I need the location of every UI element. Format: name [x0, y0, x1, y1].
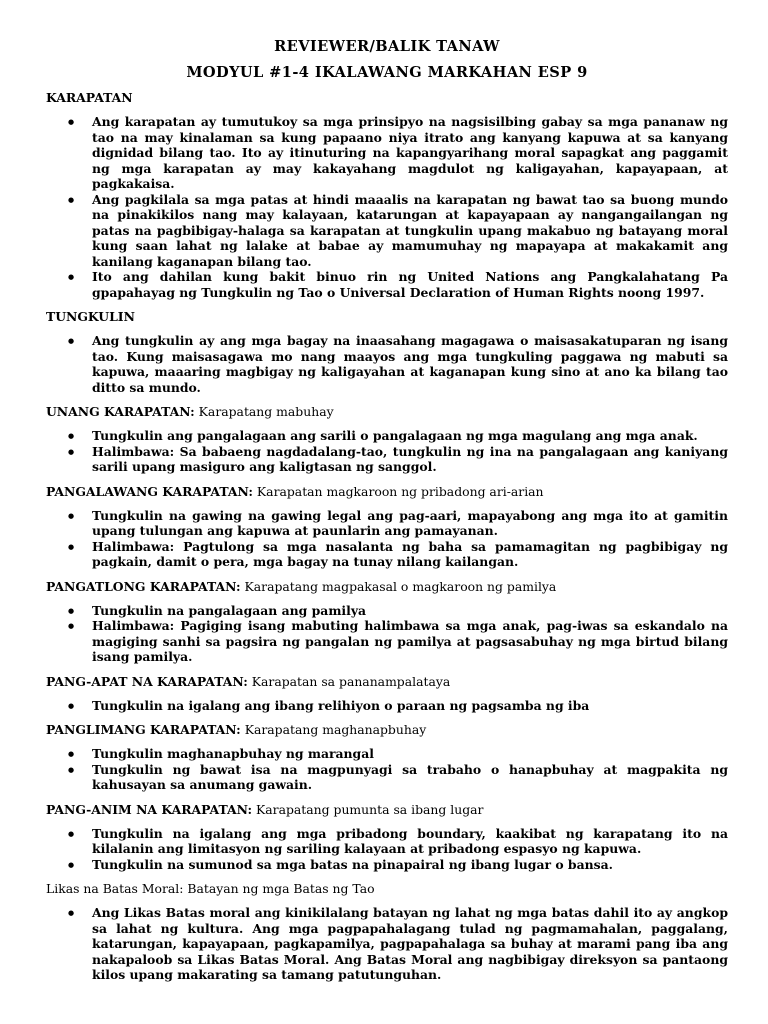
section-heading [46, 881, 728, 897]
bullet-item: ● Tungkulin maghanapbuhay ng marangal [46, 746, 728, 762]
bullet-item: ● Ang karapatan ay tumutukoy sa mga prinsipyo na nagsisilbing gabay sa mga pananaw ng tao na may kinalaman sa kung papaano niya itrato ang kanyang kapuwa at sa kanyang dignidad bilang tao. Ito ay itinuturing na kapangyarihang moral sapagkat ang paggamit ng mga karapatan ay may kakayahang magdulot ng kaligayahan, kapayapaan, at pagkakaisa. [46, 114, 728, 192]
section-heading-label: PANG-APAT NA KARAPATAN: [46, 673, 248, 689]
document-subtitle: MODYUL #1-4 IKALAWANG MARKAHAN ESP 9 [186, 64, 588, 81]
bullet-item: ● Ito ang dahilan kung bakit binuo rin ng United Nations ang Pangkalahatang Pa gpapahayag ng Tungkulin ng Tao o Universal Declaration of Human Rights noong 1997. [46, 269, 728, 300]
document-title: REVIEWER/BALIK TANAW [274, 38, 500, 55]
section-heading-subtitle: Karapatan sa pananampalataya [247, 673, 451, 689]
section-heading [46, 90, 728, 106]
bullet-list [46, 114, 728, 300]
section-heading [46, 802, 728, 818]
bullet-item: ● Ang Likas Batas moral ang kinikilalang batayan ng lahat ng mga batas dahil ito ay angkop sa lahat ng kultura. Ang mga pagpapahalagang tulad ng pagmamahalan, paggalang, katarungan, kapayapaan, pagkapamilya, pagpapahalaga sa buhay at marami pang iba ang nakapaloob sa Likas Batas Moral. Ang Batas Moral ang nagbibigay direksyon sa pantaong kilos upang makarating sa tamang patutunguhan. [46, 905, 728, 983]
bullet-item: ● Tungkulin na igalang ang mga pribadong boundary, kaakibat ng karapatang ito na kilalanin ang limitasyon ng sariling kalayaan at pribadong espasyo ng kapuwa. [46, 826, 728, 857]
section-heading-label: TUNGKULIN [46, 309, 135, 324]
section-heading-label: PANG-ANIM NA KARAPATAN: [46, 801, 253, 817]
section-heading-label: KARAPATAN [46, 90, 133, 105]
section-heading-label: PANGALAWANG KARAPATAN: [46, 483, 253, 499]
section-heading-label: UNANG KARAPATAN: [46, 404, 195, 419]
bullet-item: ● Ang pagkilala sa mga patas at hindi maaalis na karapatan ng bawat tao sa buong mundo na pinakikilos nang may kalayaan, katarungan at kapayapaan ay nangangailangan ng patas na pagbibigay-halaga sa karapatan at tungkulin upang makabuo ng batayang moral kung saan lahat ng lalake at babae ay mamumuhay ng mapayapa at makakamit ang kanilang kaganapan bilang tao. [46, 192, 728, 270]
bullet-item: ● Ang tungkulin ay ang mga bagay na inaasahang magagawa o maisasakatuparan ng isang tao. Kung maisasagawa mo nang maayos ang mga tungkuling paggawa ng mabuti sa kapuwa, maaaring magbigay ng kaligayahan at kaganapan kung sino at ano ka bilang tao ditto sa mundo. [46, 333, 728, 395]
bullet-item: ● Tungkulin ang pangalagaan ang sarili o pangalagaan ng mga magulang ang mga anak. [46, 428, 728, 444]
section-heading-subtitle: Karapatang mabuhay [194, 404, 334, 419]
bullet-list [46, 698, 728, 714]
bullet-list [46, 428, 728, 475]
section-heading-subtitle: Karapatang pumunta sa ibang lugar [252, 801, 484, 817]
section-heading [46, 674, 728, 690]
section-heading [46, 309, 728, 325]
section-heading-subtitle: Karapatang maghanapbuhay [240, 722, 427, 737]
bullet-list [46, 333, 728, 395]
bullet-list [46, 603, 728, 665]
bullet-list [46, 826, 728, 873]
bullet-item: ● Halimbawa: Pagtulong sa mga nasalanta ng baha sa pamamagitan ng pagbibigay ng pagkain, damit o pera, mga bagay na tunay nilang kailangan. [46, 539, 728, 570]
bullet-item: ● Tungkulin ng bawat isa na magpunyagi sa trabaho o hanapbuhay at magpakita ng kahusayan sa anumang gawain. [46, 762, 728, 793]
bullet-list [46, 746, 728, 793]
bullet-list [46, 508, 728, 570]
bullet-list [46, 905, 728, 983]
section-heading-label: PANGATLONG KARAPATAN: [46, 578, 241, 594]
section-heading [46, 722, 728, 738]
section-heading-label: PANGLIMANG KARAPATAN: [46, 722, 241, 737]
section-heading [46, 484, 728, 500]
section-heading-subtitle: Karapatan magkaroon ng pribadong ari-arian [252, 483, 544, 499]
bullet-item: ● Halimbawa: Pagiging isang mabuting halimbawa sa mga anak, pag-iwas sa eskandalo na magiging sanhi sa pagsira ng pangalan ng pamilya at pagsasabuhay ng mga birtud bilang isang pamilya. [46, 618, 728, 665]
section-heading-subtitle: Karapatang magpakasal o magkaroon ng pamilya [240, 578, 557, 594]
bullet-item: ● Tungkulin na sumunod sa mga batas na pinapairal ng ibang lugar o bansa. [46, 857, 728, 873]
bullet-item: ● Tungkulin na gawing na gawing legal ang pag-aari, mapayabong ang mga ito at gamitin upang tulungan ang kapuwa at paunlarin ang pamayanan. [46, 508, 728, 539]
section-heading [46, 404, 728, 420]
bullet-item: ● Tungkulin na pangalagaan ang pamilya [46, 603, 728, 619]
bullet-item: ● Halimbawa: Sa babaeng nagdadalang-tao, tungkulin ng ina na pangalagaan ang kaniyang sarili upang masiguro ang kaligtasan ng sanggol. [46, 444, 728, 475]
section-heading [46, 579, 728, 595]
bullet-item: ● Tungkulin na igalang ang ibang relihiyon o paraan ng pagsamba ng iba [46, 698, 728, 714]
document-body [46, 90, 728, 983]
section-heading-subtitle: Likas na Batas Moral: Batayan ng mga Batas ng Tao [46, 881, 375, 896]
